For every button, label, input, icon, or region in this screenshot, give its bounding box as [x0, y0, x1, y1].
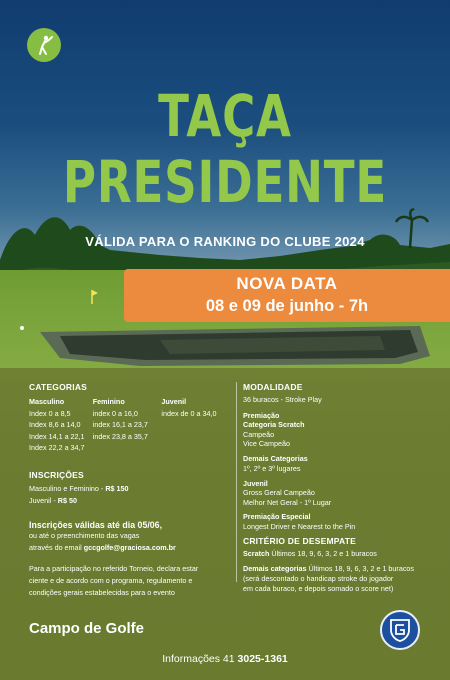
- venue-title: Campo de Golfe: [29, 620, 145, 637]
- left-column: [29, 382, 229, 598]
- contact-prefix: Informações 41: [162, 653, 238, 665]
- disclaimer-line: ciente e de acordo com o programa, regulamento e: [29, 575, 193, 585]
- category-juvenil: [161, 396, 229, 454]
- premiacao-especial-block: [243, 512, 433, 531]
- inscricao-price: R$ 50: [57, 495, 77, 505]
- inscricao-label: Masculino e Feminino -: [29, 483, 106, 493]
- deadline-prefix: através do email: [29, 542, 84, 552]
- inscricoes-title: INSCRIÇÕES: [29, 469, 84, 480]
- category-item: index de 0 a 34,0: [161, 408, 217, 418]
- category-item: Index 14,1 a 22,1: [29, 431, 85, 441]
- category-item: Index 0 a 8,5: [29, 408, 71, 418]
- premio-item: Campeão: [243, 429, 275, 439]
- disclaimer-line: Para a participação no referido Torneio, declara estar: [29, 564, 199, 574]
- criterio-note: em cada buraco, e depois somado o score net): [243, 583, 394, 593]
- premiacao-especial-value: Longest Driver e Nearest to the Pin: [243, 521, 356, 531]
- inscricao-price: R$ 150: [105, 483, 129, 493]
- categorias-grid: [29, 396, 229, 454]
- category-header: Feminino: [92, 397, 125, 406]
- premio-item: Melhor Net Geral - 1º Lugar: [243, 497, 332, 507]
- deadline-headline: Inscrições válidas até dia 05/06,: [29, 520, 163, 531]
- premiacao-title: Premiação: [243, 410, 280, 420]
- category-item: index 23,8 a 35,7: [92, 431, 148, 441]
- demais-categorias-value: 1º, 2º e 3º lugares: [243, 463, 301, 473]
- criterio-scratch: [243, 548, 433, 560]
- demais-categorias-block: [243, 454, 433, 474]
- categorias-title: CATEGORIAS: [29, 382, 88, 392]
- date-value: 08 e 09 de junho - 7h: [205, 297, 369, 315]
- criterio-label: Scratch: [243, 549, 270, 559]
- inscricao-line-2: [29, 495, 229, 507]
- modalidade-title: MODALIDADE: [243, 382, 303, 392]
- inscricao-line-1: [29, 483, 229, 495]
- criterio-demais: [243, 564, 433, 574]
- date-label: NOVA DATA: [236, 274, 338, 293]
- email-link[interactable]: gccgolfe@graciosa.com.br: [83, 542, 176, 552]
- date-banner: [124, 269, 450, 322]
- category-header: Juvenil: [161, 397, 187, 406]
- criterio-value: Últimos 18, 9, 6, 3, 2 e 1 buracos: [271, 549, 377, 559]
- criterio-label: Demais categorias: [243, 563, 307, 573]
- category-masculino: [29, 396, 93, 454]
- juvenil-premio-block: [243, 479, 433, 508]
- right-column: [243, 382, 433, 599]
- title-line-2: PRESIDENTE: [62, 148, 388, 216]
- criterio-value: Últimos 18, 9, 6, 3, 2 e 1 buracos: [308, 563, 415, 573]
- contact-line: [0, 653, 450, 665]
- club-crest-icon: [380, 610, 420, 650]
- inscricao-label: Juvenil -: [29, 495, 58, 505]
- deadline-line: ou até o preenchimento das vagas: [29, 531, 140, 541]
- category-feminino: [93, 396, 162, 454]
- modalidade-block: [243, 382, 433, 406]
- disclaimer-line: condições gerais estabelecidas para o evento: [29, 587, 175, 597]
- premio-item: Vice Campeão: [243, 439, 291, 449]
- premiacao-especial-title: Premiação Especial: [243, 512, 311, 522]
- demais-categorias-title: Demais Categorias: [243, 453, 308, 463]
- premiacao-subtitle: Categoria Scratch: [243, 419, 305, 429]
- deadline-email-line: [29, 542, 229, 554]
- modalidade-value: 36 buracos - Stroke Play: [243, 395, 322, 404]
- criterio-block: [243, 536, 433, 594]
- premio-item: Gross Geral Campeão: [243, 488, 315, 498]
- category-item: index 16,1 a 23,7: [92, 420, 148, 430]
- category-item: index 0 a 16,0: [92, 408, 138, 418]
- column-divider: [236, 382, 237, 582]
- criterio-title: CRITÉRIO DE DESEMPATE: [243, 536, 356, 547]
- category-item: Index 8,6 a 14,0: [29, 420, 81, 430]
- subtitle: VÁLIDA PARA O RANKING DO CLUBE 2024: [85, 234, 365, 249]
- golfer-icon: [27, 28, 61, 62]
- category-header: Masculino: [29, 397, 65, 406]
- criterio-note: (será descontado o handicap stroke do jogador: [243, 573, 394, 583]
- contact-phone[interactable]: 3025-1361: [237, 653, 288, 665]
- title-line-1: TAÇA: [158, 82, 292, 150]
- juvenil-title: Juvenil: [243, 478, 268, 488]
- premiacao-scratch-block: [243, 411, 433, 449]
- category-item: Index 22,2 a 34,7: [29, 443, 85, 453]
- disclaimer: [29, 563, 229, 598]
